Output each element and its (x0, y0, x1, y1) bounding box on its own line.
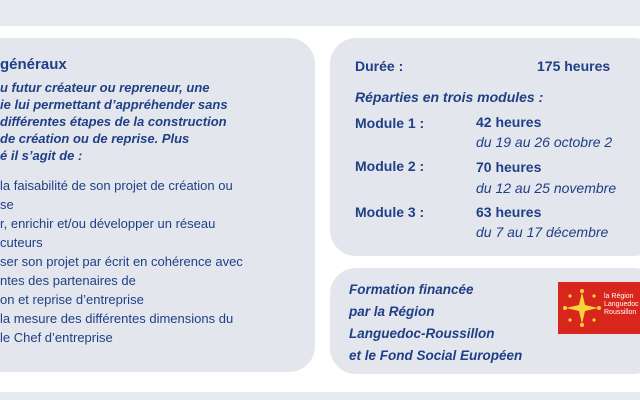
goal-line: ser son projet par écrit en cohérence avec (0, 254, 243, 269)
logo-line: Roussillon (604, 309, 637, 316)
objectives-goals (0, 176, 300, 347)
objectives-heading: généraux (0, 56, 67, 73)
intro-line: é il s’agit de : (0, 148, 83, 163)
funding-line: Languedoc-Roussillon (349, 326, 495, 341)
goal-line: la mesure des différentes dimensions du (0, 311, 234, 326)
funding-line: et le Fond Social Européen (349, 348, 523, 363)
funding-text (349, 279, 522, 367)
goal-line: la faisabilité de son projet de création ou (0, 178, 233, 193)
objectives-intro (0, 79, 282, 164)
goal-line: se (0, 197, 14, 212)
bottom-band (0, 392, 640, 400)
logo-line: la Région (604, 293, 634, 300)
goal-line: le Chef d’entreprise (0, 330, 113, 345)
intro-line: de création ou de reprise. Plus (0, 131, 190, 146)
module-2-label: Module 2 : (355, 158, 425, 174)
duration-subtitle: Réparties en trois modules : (355, 89, 544, 105)
intro-line: u futur créateur ou repreneur, une (0, 80, 210, 95)
intro-line: différentes étapes de la construction (0, 114, 227, 129)
region-logo (558, 282, 640, 334)
module-2-dates: du 12 au 25 novembre (476, 180, 617, 196)
module-1-hours: 42 heures (476, 114, 542, 130)
goal-line: cuteurs (0, 235, 43, 250)
module-1-label: Module 1 : (355, 115, 425, 131)
module-3-hours: 63 heures (476, 204, 542, 220)
module-1-dates: du 19 au 26 octobre 2 (476, 134, 613, 150)
intro-line: ie lui permettant d’appréhender sans (0, 97, 228, 112)
top-band (0, 0, 640, 26)
logo-line: Languedoc (604, 301, 639, 308)
duration-total: 175 heures (537, 58, 611, 74)
logo-text (604, 293, 639, 317)
funding-line: par la Région (349, 304, 435, 319)
funding-line: Formation financée (349, 282, 474, 297)
module-3-dates: du 7 au 17 décembre (476, 224, 609, 240)
module-2-hours: 70 heures (476, 159, 542, 175)
goal-line: r, enrichir et/ou développer un réseau (0, 216, 216, 231)
duration-label: Durée : (355, 58, 404, 74)
goal-line: on et reprise d’entreprise (0, 292, 144, 307)
module-3-label: Module 3 : (355, 204, 425, 220)
occitan-cross-icon (562, 288, 602, 328)
goal-line: ntes des partenaires de (0, 273, 136, 288)
